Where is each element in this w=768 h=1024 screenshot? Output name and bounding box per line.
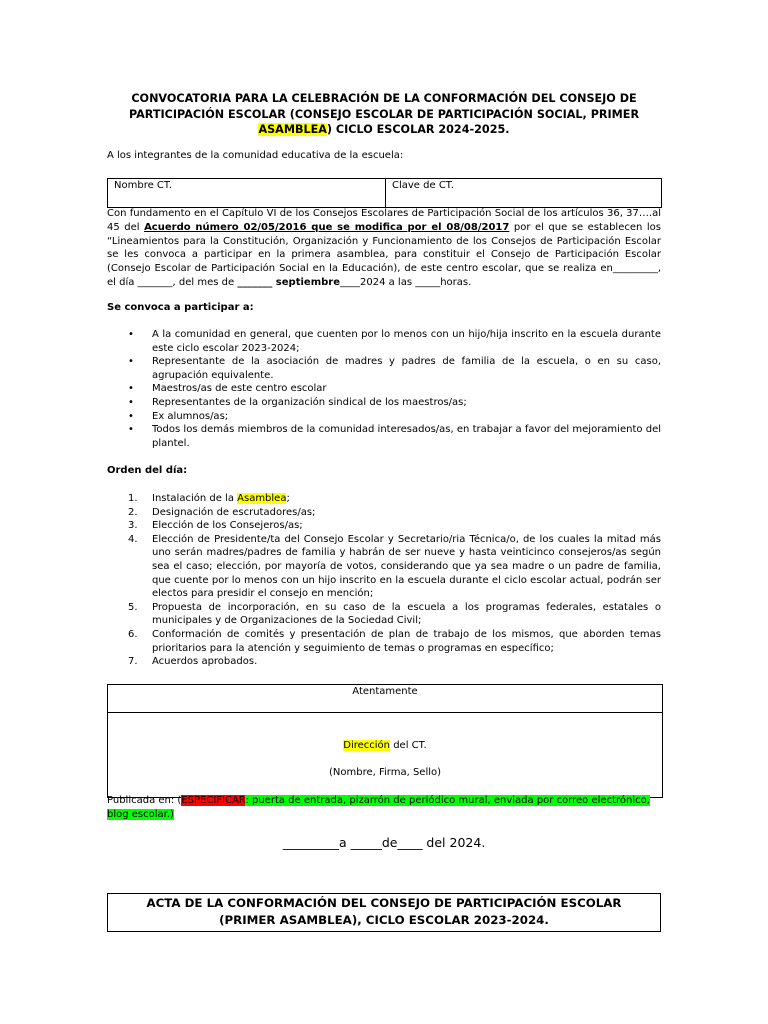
convoca-item-text: Ex alumnos/as; <box>152 410 229 422</box>
item-number: 2. <box>128 506 138 518</box>
orden-item-text: Elección de los Consejeros/as; <box>152 520 303 532</box>
month-name: septiembre <box>272 276 340 288</box>
orden-item-text: Instalación de la <box>152 493 238 504</box>
nombre-ct-label: Nombre CT. <box>114 180 172 191</box>
especificar-highlight: ESPECIFICAR <box>181 795 246 806</box>
bullet-icon: • <box>128 424 134 436</box>
signature-box <box>107 684 663 798</box>
orden-item <box>107 519 661 533</box>
convoca-item-text: A la comunidad en general, que cuenten por lo menos con un hijo/hija inscrito en la escuela durante este ciclo escolar 2023-2024; <box>152 329 661 354</box>
convoca-list <box>107 328 661 450</box>
orden-item <box>107 628 661 655</box>
orden-item <box>107 533 661 601</box>
convoca-item <box>107 355 661 382</box>
item-number: 3. <box>128 520 138 532</box>
ct-table <box>107 178 662 208</box>
convoca-item-text: Todos los demás miembros de la comunidad interesados/as, en trabajar a favor del mejoramiento del plantel. <box>152 424 661 449</box>
title-highlight-asamblea: ASAMBLEA <box>258 123 327 136</box>
blank-month: _______ <box>237 276 273 288</box>
published-label: Publicada en: ( <box>107 795 182 806</box>
direccion-highlight: Dirección <box>343 740 391 751</box>
convoca-item <box>107 396 661 410</box>
clave-ct-label: Clave de CT. <box>392 180 454 191</box>
orden-item-text: Elección de Presidente/ta del Consejo Escolar y Secretario/ria Técnica/o, de los cuales la mitad más uno serán madres/padres de familia y habrán de ser nueve y hasta veinticinco consejeros/as según sea el caso; elección, por mayoría de votos, considerando que ya sea madre o un padre de familia, que cuente por lo menos con un hijo inscrito en la escuela durante el ciclo escolar actual, podrán ser electos para presidir el consejo en mención; <box>152 533 661 600</box>
item-number: 5. <box>128 601 138 613</box>
convoca-heading: Se convoca a participar a: <box>107 302 254 313</box>
item-number: 1. <box>128 493 138 504</box>
fundamento-paragraph <box>107 207 661 290</box>
item-number: 7. <box>128 656 138 668</box>
atentamente-label: Atentamente <box>108 685 662 713</box>
orden-heading: Orden del día: <box>107 465 188 476</box>
acta-title-line-2: (PRIMER ASAMBLEA), CICLO ESCOLAR 2023-2024. <box>219 913 549 927</box>
published-in <box>107 794 661 821</box>
direccion-line <box>108 740 662 751</box>
orden-item-text-end: ; <box>286 493 290 504</box>
clave-ct-cell[interactable] <box>386 179 662 208</box>
fundamento-p3: ____2024 a las _____horas. <box>339 276 472 288</box>
acuerdo-reference: Acuerdo número 02/05/2016 que se modifica por el 08/08/2017 <box>144 221 510 233</box>
orden-item-text: Propuesta de incorporación, en su caso de la escuela a los programas federales, estatales o municipales y de Organizaciones de la Sociedad Civil; <box>152 601 661 627</box>
acta-title-line-1: ACTA DE LA CONFORMACIÓN DEL CONSEJO DE PARTICIPACIÓN ESCOLAR <box>146 896 622 910</box>
convoca-item <box>107 382 661 396</box>
orden-list <box>107 492 661 669</box>
orden-item <box>107 506 661 520</box>
orden-item <box>107 655 661 669</box>
bullet-icon: • <box>128 329 134 340</box>
bullet-icon: • <box>128 356 134 368</box>
orden-item <box>107 601 661 628</box>
del-ct-text: del CT. <box>390 740 427 751</box>
convoca-item-text: Representantes de la organización sindical de los maestros/as; <box>152 396 467 408</box>
fundamento-p2: por el que se establecen los “Lineamientos para la Constitución, Organización y Funcionamiento de los Consejos de Participación Escolar se les convoca a participar en la primera asamblea, para constituir el Consejo de Participación Escolar (Consejo Escolar de Participación Social en la Educación), de este centro escolar, que se realiza en_________, el día _______, del mes de <box>107 221 661 288</box>
orden-item <box>107 492 661 506</box>
published-options: : puerta de entrada, pizarrón de periódico mural, enviada por correo electrónico, blog escolar.) <box>107 795 650 820</box>
orden-item-text: Conformación de comités y presentación de plan de trabajo de los mismos, que aborden temas prioritarios para la atención y seguimiento de temas o programas en específico; <box>152 628 661 654</box>
title-part-2: ) CICLO ESCOLAR 2024-2025. <box>326 123 510 136</box>
convoca-item <box>107 328 661 355</box>
convoca-item <box>107 423 661 450</box>
asamblea-highlight: Asamblea <box>237 493 287 504</box>
convoca-item-text: Representante de la asociación de madres y padres de familia de la escuela, o en su caso, agrupación equivalente. <box>152 356 661 381</box>
intro-text: A los integrantes de la comunidad educativa de la escuela: <box>107 150 404 161</box>
nombre-firma-sello: (Nombre, Firma, Sello) <box>328 767 442 778</box>
fundamento-p1: Con fundamento en el Capítulo VI de los Consejos Escolares de Participación Social de los artículos 36, 37….al 45 del <box>107 208 661 233</box>
acta-title-box <box>107 893 661 932</box>
item-number: 6. <box>128 628 138 640</box>
date-line: _________a _____de____ del 2024. <box>282 835 486 850</box>
item-number: 4. <box>128 533 138 545</box>
convoca-item <box>107 410 661 424</box>
orden-item-text: Acuerdos aprobados. <box>152 656 258 668</box>
convocatoria-title <box>107 91 661 138</box>
bullet-icon: • <box>128 383 134 395</box>
orden-item-text: Designación de escrutadores/as; <box>152 506 316 518</box>
convoca-item-text: Maestros/as de este centro escolar <box>152 383 327 395</box>
bullet-icon: • <box>128 410 134 422</box>
nombre-ct-cell[interactable] <box>108 179 386 208</box>
bullet-icon: • <box>128 396 134 408</box>
title-part-1: CONVOCATORIA PARA LA CELEBRACIÓN DE LA CONFORMACIÓN DEL CONSEJO DE PARTICIPACIÓN ESCOLAR (CONSEJO ESCOLAR DE PARTICIPACIÓN SOCIAL, PRIMER <box>128 92 640 121</box>
